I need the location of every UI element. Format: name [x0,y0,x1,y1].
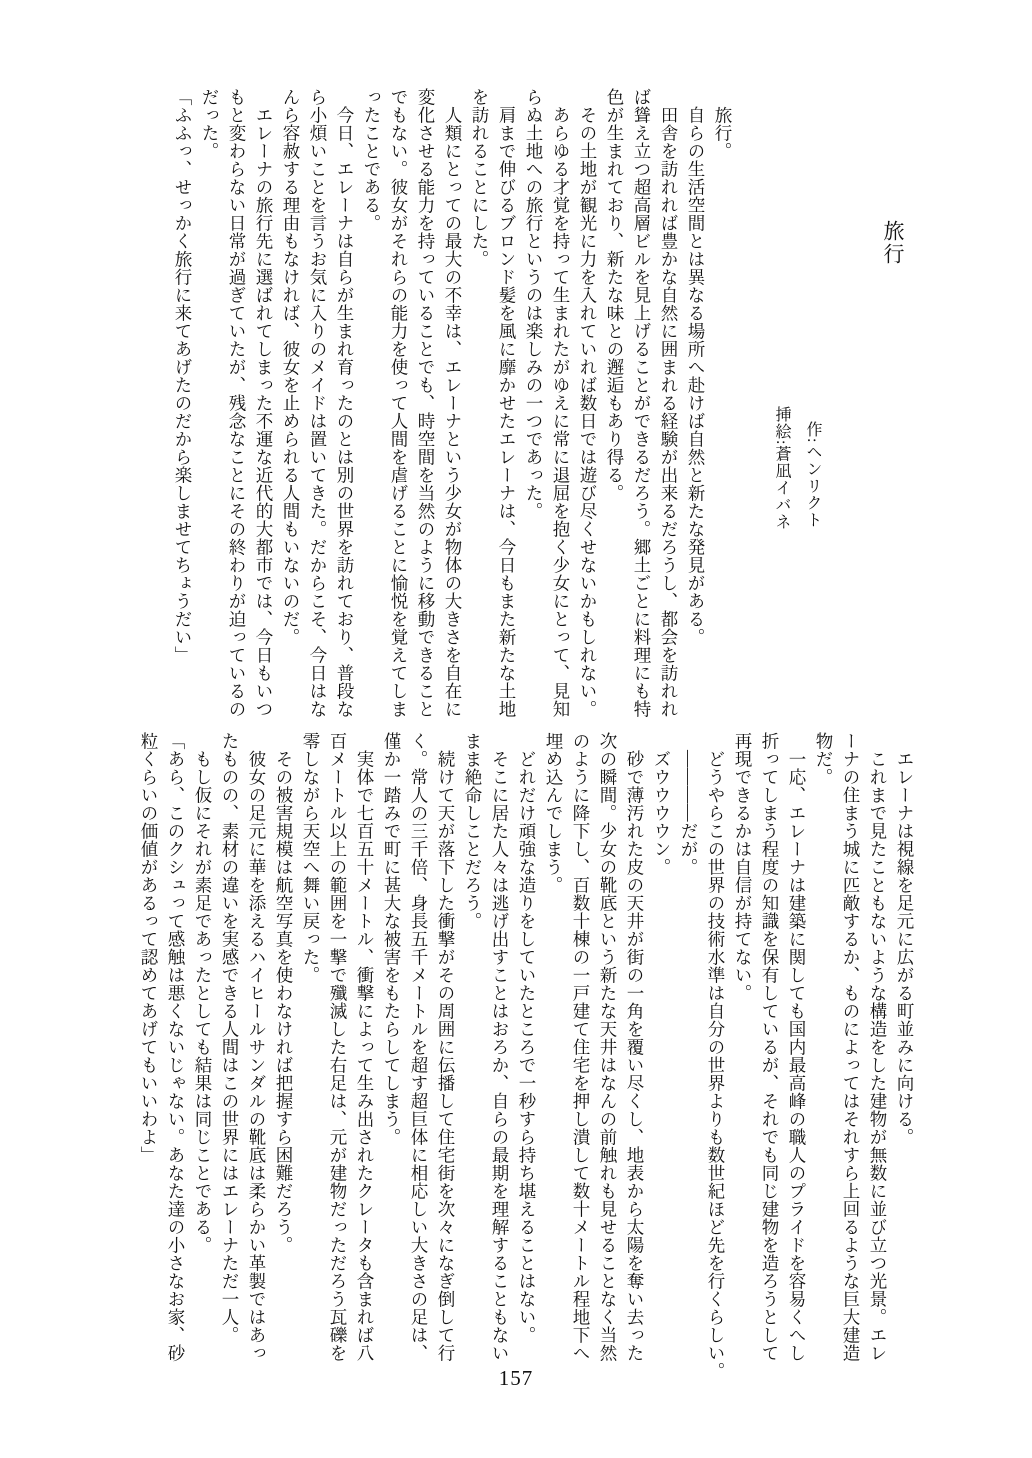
text-line: 自らの生活空間とは異なる場所へ赴けば自然と新たな発見がある。 [686,88,706,646]
text-line: のように降下し、百数十棟の一戸建て住宅を押し潰して数十メートル程地下へ [571,732,591,1362]
text-line: んら容赦する理由もなければ、彼女を止められる人間もいないのだ。 [281,88,301,646]
text-line: ズウウウウン。 [652,732,672,876]
text-line: でもない。彼女がそれらの能力を使って人間を虐げることに愉悦を覚えてしま [389,88,409,718]
text-line: 人類にとっての最大の不幸は、エレーナという少女が物体の大きさを自在に [443,88,463,718]
text-line: 零しながら天空へ舞い戻った。 [301,732,321,984]
text-line: 肩まで伸びるブロンド髪を風に靡かせたエレーナは、今日もまた新たな土地 [497,88,517,718]
text-line: 続けて天が落下した衝撃がその周囲に伝播して住宅街を次々になぎ倒して行 [436,732,456,1362]
text-line: 埋め込んでしまう。 [544,732,564,894]
text-line: 彼女の足元に華を添えるハイヒールサンダルの靴底は柔らかい革製ではあっ [247,732,267,1362]
text-line: 物だ。 [814,732,834,786]
text-line: ったことである。 [362,88,382,232]
text-line: どれだけ頑強な造りをしていたところで一秒すら持ち堪えることはない。 [517,732,537,1344]
text-line: だった。 [200,88,220,160]
author-credit: 作:ヘンリクト [804,421,821,529]
text-line: まま絶命しことだろう。 [463,732,483,930]
text-line: もし仮にそれが素足であったとしても結果は同じことである。 [193,732,213,1254]
text-line: 次の瞬間。少女の靴底という新たな天井はなんの前触れも見せることなく当然 [598,732,618,1362]
text-line: エレーナは視線を足元に広がる町並みに向ける。 [895,732,915,1146]
text-line: エレーナの旅行先に選ばれてしまった不運な近代的大都市では、今日もいつ [254,88,274,718]
text-line: く。常人の三千倍、身長五千メートルを超す超巨体に相応しい大きさの足は、 [409,732,429,1362]
text-line: 今日、エレーナは自らが生まれ育ったのとは別の世界を訪れており、普段な [335,88,355,718]
text-line: その土地が観光に力を入れていれば数日では遊び尽くせないかもしれない。 [578,88,598,718]
text-line: 「あら、このクシュって感触は悪くないじゃない。あなた達の小さなお家、砂 [166,732,186,1362]
text-line: らぬ土地への旅行というのは楽しみの一つであった。 [524,88,544,520]
text-line: これまで見たこともないような構造をした建物が無数に並び立つ光景。エレ [868,732,888,1362]
text-line: 再現できるかは自信が持てない。 [733,732,753,1002]
text-line: ら小煩いことを言うお気に入りのメイドは置いてきた。だからこそ、今日はな [308,88,328,718]
credits [766,406,828,551]
text-line: 旅行。 [713,88,733,160]
page-title: 旅行 [881,220,905,266]
text-line: 僅か一踏みで町に甚大な被害をもたらしてしまう。 [382,732,402,1146]
text-line: ――――だが。 [679,732,699,876]
text-line: 一応、エレーナは建築に関しても国内最高峰の職人のプライドを容易くへし [787,732,807,1362]
text-line: そこに居た人々は逃げ出すことはおろか、自らの最期を理解することもない [490,732,510,1362]
page-number: 157 [498,1366,534,1390]
text-line: 色が生まれており、新たな味との邂逅もあり得る。 [605,88,625,502]
text-line: 折ってしまう程度の知識を保有しているが、それでも同じ建物を造ろうとして [760,732,780,1362]
text-line: あらゆる才覚を持って生まれたがゆえに常に退屈を抱く少女にとって、見知 [551,88,571,718]
text-line: を訪れることにした。 [470,88,490,268]
text-line: 砂で薄汚れた皮の天井が街の一角を覆い尽くし、地表から太陽を奪い去った [625,732,645,1362]
text-line: どうやらこの世界の技術水準は自分の世界よりも数世紀ほど先を行くらしい。 [706,732,726,1380]
illustrator-credit: 挿絵:蒼凪イバネ [773,406,790,531]
text-line: 百メートル以上の範囲を一撃で殲滅した右足は、元が建物だっただろう瓦礫を [328,732,348,1362]
text-line: ば聳え立つ超高層ビルを見上げることができるだろう。郷土ごとに料理にも特 [632,88,652,718]
text-line: 田舎を訪れれば豊かな自然に囲まれる経験が出来るだろうし、都会を訪れれ [659,88,679,718]
text-line: その被害規模は航空写真を使わなければ把握すら困難だろう。 [274,732,294,1254]
text-line: 変化させる能力を持っていることでも、時空間を当然のように移動できること [416,88,436,718]
top-text-block [169,88,736,720]
text-line: ーナの住まう城に匹敵するか、ものによってはそれすら上回るような巨大建造 [841,732,861,1362]
text-line: もと変わらない日常が過ぎていたが、残念なことにその終わりが迫っているの [227,88,247,718]
text-line: 「ふふっ、せっかく旅行に来てあげたのだから楽しませてちょうだい」 [173,88,193,664]
text-line: たものの、素材の違いを実感できる人間はこの世界にはエレーナただ一人。 [220,732,240,1344]
text-line: 粒くらいの価値があるって認めてあげてもいいわよ」 [139,732,159,1164]
text-line: 実体で七百五十メートル、衝撃によって生み出されたクレータも含まれば八 [355,732,375,1362]
